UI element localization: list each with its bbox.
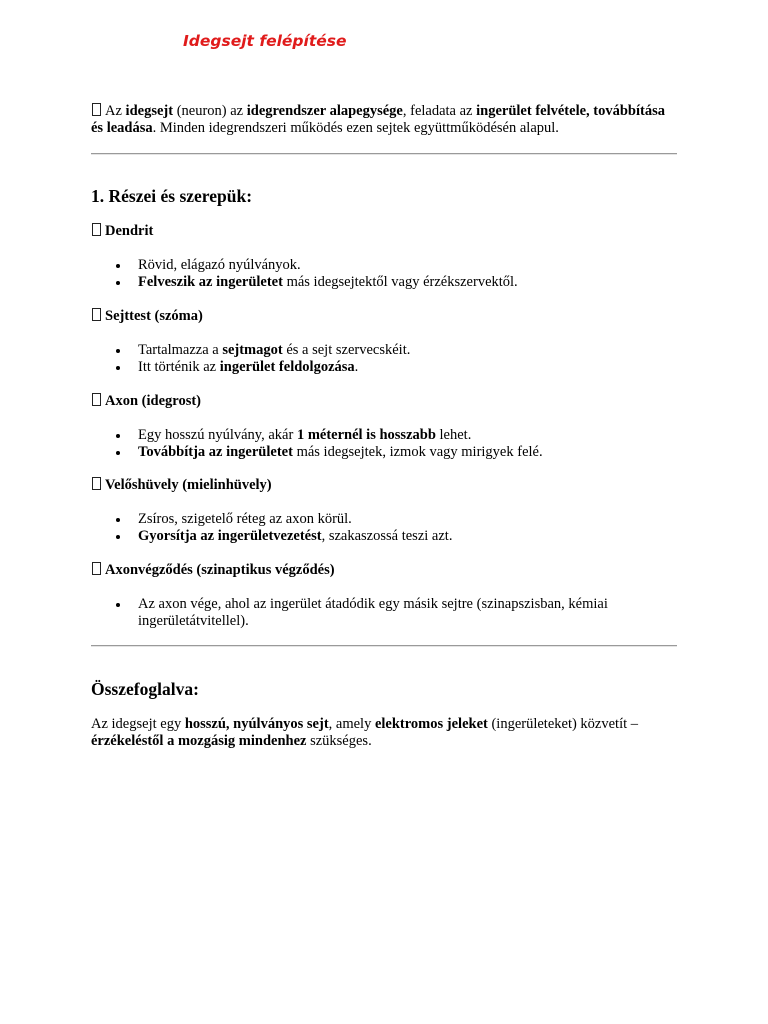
summary-text: , amely	[328, 716, 375, 732]
missing-glyph-icon	[92, 562, 101, 575]
bullet-bold: sejtmagot	[222, 342, 283, 358]
bullet-list	[91, 342, 677, 376]
summary-bold: hosszú, nyúlványos sejt	[184, 716, 329, 732]
summary-heading: Összefoglalva:	[91, 679, 199, 699]
intro-bold: ingerület felvétele, továbbítása és leadása	[91, 103, 665, 136]
list-item	[91, 528, 677, 545]
document-title: Idegsejt felépítése	[183, 32, 347, 50]
missing-glyph-icon	[92, 308, 101, 321]
list-item	[91, 596, 677, 630]
bullet-list	[91, 511, 677, 545]
summary-bold: érzékeléstől a mozgásig mindenhez	[91, 733, 307, 749]
part-heading-sejttest	[91, 308, 203, 325]
intro-bold: idegrendszer alapegysége	[246, 103, 403, 119]
bullet-text: .	[354, 359, 359, 375]
bullet-bold: ingerület feldolgozása	[219, 359, 355, 375]
bullet-bold: Felveszik az ingerületet	[138, 274, 283, 290]
part-heading-label: Axon (idegrost)	[105, 393, 201, 409]
bullet-text: Itt történik az	[138, 359, 220, 375]
bullet-text: Zsíros, szigetelő réteg az axon körül.	[138, 511, 352, 527]
part-heading-label: Dendrit	[105, 223, 154, 239]
bullet-list	[91, 596, 677, 630]
intro-text: Az	[105, 103, 126, 119]
summary-paragraph	[91, 716, 679, 750]
horizontal-divider	[91, 645, 677, 647]
missing-glyph-icon	[92, 103, 101, 116]
part-heading-velohuvely	[91, 477, 272, 494]
missing-glyph-icon	[92, 223, 101, 236]
list-item	[91, 427, 677, 444]
part-heading-label: Axonvégződés (szinaptikus végződés)	[105, 562, 335, 578]
summary-bold: elektromos jeleket	[374, 716, 488, 732]
bullet-list	[91, 257, 677, 291]
part-heading-label: Velőshüvely (mielinhüvely)	[105, 477, 272, 493]
bullet-text: Tartalmazza a	[138, 342, 223, 358]
bullet-text: Rövid, elágazó nyúlványok.	[138, 257, 301, 273]
bullet-bold: 1 méternél is hosszabb	[296, 427, 436, 443]
summary-text: (ingerületeket) közvetít –	[487, 716, 639, 732]
list-item	[91, 257, 677, 274]
list-item	[91, 359, 677, 376]
intro-bold: idegsejt	[125, 103, 174, 119]
bullet-bold: Gyorsítja az ingerületvezetést	[138, 528, 322, 544]
bullet-text: más idegsejtektől vagy érzékszervektől.	[282, 274, 518, 290]
intro-paragraph	[91, 103, 677, 137]
list-item	[91, 511, 677, 528]
bullet-text: , szakaszossá teszi azt.	[321, 528, 453, 544]
bullet-text: lehet.	[435, 427, 472, 443]
intro-text: . Minden idegrendszeri működés ezen sejtek együttműködésén alapul.	[152, 120, 559, 136]
list-item	[91, 444, 677, 461]
bullet-list	[91, 427, 677, 461]
bullet-text: Az axon vége, ahol az ingerület átadódik egy másik sejtre (szinapszisban, kémiai ingerületátvitellel).	[138, 596, 608, 629]
list-item	[91, 342, 677, 359]
missing-glyph-icon	[92, 477, 101, 490]
horizontal-divider	[91, 153, 677, 155]
missing-glyph-icon	[92, 393, 101, 406]
part-heading-axon	[91, 393, 201, 410]
bullet-bold: Továbbítja az ingerületet	[138, 444, 293, 460]
bullet-text: más idegsejtek, izmok vagy mirigyek felé.	[292, 444, 543, 460]
summary-text: Az idegsejt egy	[91, 716, 185, 732]
part-heading-axonvegzodes	[91, 562, 335, 579]
bullet-text: és a sejt szervecskéit.	[282, 342, 411, 358]
summary-text: szükséges.	[306, 733, 372, 749]
section-heading: 1. Részei és szerepük:	[91, 186, 253, 206]
intro-text: (neuron) az	[173, 103, 247, 119]
part-heading-dendrit	[91, 223, 153, 240]
part-heading-label: Sejttest (szóma)	[105, 308, 203, 324]
list-item	[91, 274, 677, 291]
bullet-text: Egy hosszú nyúlvány, akár	[138, 427, 297, 443]
intro-text: , feladata az	[402, 103, 477, 119]
